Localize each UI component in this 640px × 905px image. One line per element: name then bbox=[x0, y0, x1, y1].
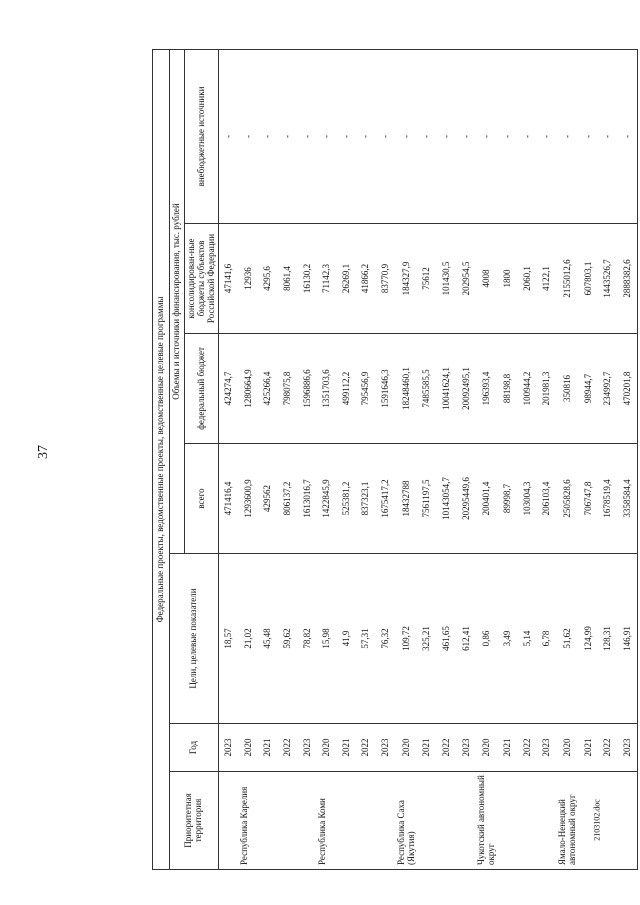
cell-regional: 12936 bbox=[239, 224, 259, 334]
cell-extrabudget: - bbox=[457, 49, 477, 223]
header-funding-group: Объемы и источники финансирования, тыс. рублей bbox=[169, 49, 184, 553]
table-row bbox=[579, 49, 599, 869]
cell-extrabudget: - bbox=[298, 49, 318, 223]
cell-total: 2505828,6 bbox=[557, 444, 579, 554]
table-row bbox=[396, 49, 418, 869]
cell-indicator: 124,99 bbox=[579, 554, 599, 724]
header-indicator: Цели, целевые показатели bbox=[169, 554, 219, 724]
cell-year: 2022 bbox=[278, 724, 298, 772]
cell-regional: 71142,3 bbox=[317, 224, 337, 334]
cell-regional: 4008 bbox=[476, 224, 498, 334]
table-row bbox=[418, 49, 438, 869]
cell-territory bbox=[376, 772, 396, 870]
cell-indicator: 0,86 bbox=[476, 554, 498, 724]
cell-territory: Ямало-Ненецкий автономный округ bbox=[557, 772, 579, 870]
cell-indicator: 109,72 bbox=[396, 554, 418, 724]
cell-extrabudget: - bbox=[357, 49, 377, 223]
cell-year: 2023 bbox=[618, 724, 638, 772]
header-regional: консолидирован-ные бюджеты субъектов Российской Федерации bbox=[184, 224, 219, 334]
cell-federal: 234992,7 bbox=[598, 334, 618, 444]
cell-extrabudget: - bbox=[396, 49, 418, 223]
table-row bbox=[278, 49, 298, 869]
cell-indicator: 325,21 bbox=[418, 554, 438, 724]
cell-year: 2022 bbox=[518, 724, 538, 772]
table-row bbox=[298, 49, 318, 869]
cell-federal: 1591646,3 bbox=[376, 334, 396, 444]
cell-extrabudget: - bbox=[537, 49, 557, 223]
cell-territory bbox=[437, 772, 457, 870]
cell-extrabudget: - bbox=[557, 49, 579, 223]
cell-indicator: 78,82 bbox=[298, 554, 318, 724]
cell-regional: 75612 bbox=[418, 224, 438, 334]
cell-regional: 202954,5 bbox=[457, 224, 477, 334]
cell-regional: 2060,1 bbox=[518, 224, 538, 334]
cell-extrabudget: - bbox=[376, 49, 396, 223]
header-federal: федеральный бюджет bbox=[184, 334, 219, 444]
cell-federal: 20092495,1 bbox=[457, 334, 477, 444]
cell-year: 2020 bbox=[557, 724, 579, 772]
cell-indicator: 57,31 bbox=[357, 554, 377, 724]
header-territory: Приоритетная территория bbox=[169, 772, 219, 870]
cell-total: 1675417,2 bbox=[376, 444, 396, 554]
cell-regional: 4295,6 bbox=[259, 224, 279, 334]
table-row bbox=[239, 49, 259, 869]
cell-year: 2023 bbox=[298, 724, 318, 772]
cell-total: 706747,8 bbox=[579, 444, 599, 554]
cell-territory bbox=[518, 772, 538, 870]
cell-federal: 100944,2 bbox=[518, 334, 538, 444]
table-row bbox=[557, 49, 579, 869]
cell-indicator: 21,02 bbox=[239, 554, 259, 724]
cell-year: 2022 bbox=[357, 724, 377, 772]
cell-federal: 10041624,1 bbox=[437, 334, 457, 444]
cell-total: 7561197,5 bbox=[418, 444, 438, 554]
cell-federal: 201981,3 bbox=[537, 334, 557, 444]
cell-territory bbox=[498, 772, 518, 870]
cell-extrabudget: - bbox=[239, 49, 259, 223]
cell-federal: 1596886,6 bbox=[298, 334, 318, 444]
header-extrabudget: внебюджетные источники bbox=[184, 49, 219, 223]
cell-indicator: 3,49 bbox=[498, 554, 518, 724]
cell-regional: 8061,4 bbox=[278, 224, 298, 334]
cell-extrabudget: - bbox=[278, 49, 298, 223]
cell-federal: 18248460,1 bbox=[396, 334, 418, 444]
cell-indicator: 461,65 bbox=[437, 554, 457, 724]
cell-indicator: 5,14 bbox=[518, 554, 538, 724]
cell-territory: Республика Саха (Якутия) bbox=[396, 772, 418, 870]
cell-extrabudget: - bbox=[317, 49, 337, 223]
cell-total: 200401,4 bbox=[476, 444, 498, 554]
cell-regional: 607803,1 bbox=[579, 224, 599, 334]
cell-year: 2020 bbox=[317, 724, 337, 772]
cell-total: 471416,4 bbox=[219, 444, 239, 554]
cell-territory bbox=[219, 772, 239, 870]
cell-year: 2020 bbox=[396, 724, 418, 772]
cell-total: 525381,2 bbox=[337, 444, 357, 554]
funding-table bbox=[152, 49, 638, 870]
cell-year: 2021 bbox=[337, 724, 357, 772]
cell-indicator: 41,9 bbox=[337, 554, 357, 724]
cell-federal: 424274,7 bbox=[219, 334, 239, 444]
cell-year: 2020 bbox=[239, 724, 259, 772]
cell-territory bbox=[337, 772, 357, 870]
page-number: 37 bbox=[36, 445, 51, 459]
file-name-footer: 2103102.doc bbox=[592, 799, 602, 841]
cell-extrabudget: - bbox=[598, 49, 618, 223]
cell-extrabudget: - bbox=[579, 49, 599, 223]
cell-extrabudget: - bbox=[476, 49, 498, 223]
cell-extrabudget: - bbox=[437, 49, 457, 223]
cell-indicator: 45,48 bbox=[259, 554, 279, 724]
table-row bbox=[498, 49, 518, 869]
cell-regional: 16130,2 bbox=[298, 224, 318, 334]
cell-extrabudget: - bbox=[219, 49, 239, 223]
cell-indicator: 18,57 bbox=[219, 554, 239, 724]
cell-indicator: 15,98 bbox=[317, 554, 337, 724]
cell-federal: 98944,7 bbox=[579, 334, 599, 444]
cell-territory: Чукотский автономный округ bbox=[476, 772, 498, 870]
table-row bbox=[476, 49, 498, 869]
cell-federal: 795456,9 bbox=[357, 334, 377, 444]
cell-year: 2023 bbox=[219, 724, 239, 772]
cell-indicator: 6,78 bbox=[537, 554, 557, 724]
cell-federal: 1280664,9 bbox=[239, 334, 259, 444]
cell-regional: 2155012,6 bbox=[557, 224, 579, 334]
table-row bbox=[457, 49, 477, 869]
table-row bbox=[537, 49, 557, 869]
table-row bbox=[337, 49, 357, 869]
table-row bbox=[518, 49, 538, 869]
cell-territory bbox=[298, 772, 318, 870]
cell-federal: 1351703,6 bbox=[317, 334, 337, 444]
cell-total: 3358584,4 bbox=[618, 444, 638, 554]
cell-indicator: 146,91 bbox=[618, 554, 638, 724]
table-row bbox=[618, 49, 638, 869]
cell-territory bbox=[598, 772, 618, 870]
cell-total: 206103,4 bbox=[537, 444, 557, 554]
cell-total: 18432788 bbox=[396, 444, 418, 554]
table-row bbox=[219, 49, 239, 869]
table-caption: Федеральные проекты, ведомственные проекты, ведомственные целевые программы bbox=[153, 49, 170, 869]
cell-territory bbox=[357, 772, 377, 870]
cell-federal: 470201,8 bbox=[618, 334, 638, 444]
cell-territory bbox=[259, 772, 279, 870]
cell-regional: 1443526,7 bbox=[598, 224, 618, 334]
cell-regional: 26269,1 bbox=[337, 224, 357, 334]
cell-regional: 2888382,6 bbox=[618, 224, 638, 334]
cell-regional: 83770,9 bbox=[376, 224, 396, 334]
cell-year: 2020 bbox=[476, 724, 498, 772]
header-total: всего bbox=[184, 444, 219, 554]
cell-total: 89998,7 bbox=[498, 444, 518, 554]
cell-year: 2022 bbox=[598, 724, 618, 772]
table-row bbox=[357, 49, 377, 869]
cell-total: 429562 bbox=[259, 444, 279, 554]
cell-territory bbox=[579, 772, 599, 870]
cell-total: 10143054,7 bbox=[437, 444, 457, 554]
cell-total: 1422845,9 bbox=[317, 444, 337, 554]
table-row bbox=[259, 49, 279, 869]
table-row bbox=[437, 49, 457, 869]
cell-year: 2022 bbox=[437, 724, 457, 772]
cell-year: 2021 bbox=[259, 724, 279, 772]
cell-regional: 1800 bbox=[498, 224, 518, 334]
cell-extrabudget: - bbox=[498, 49, 518, 223]
cell-regional: 47141,6 bbox=[219, 224, 239, 334]
cell-territory bbox=[537, 772, 557, 870]
cell-year: 2023 bbox=[376, 724, 396, 772]
cell-year: 2021 bbox=[579, 724, 599, 772]
cell-indicator: 76,32 bbox=[376, 554, 396, 724]
cell-federal: 798075,8 bbox=[278, 334, 298, 444]
cell-extrabudget: - bbox=[337, 49, 357, 223]
cell-extrabudget: - bbox=[259, 49, 279, 223]
cell-territory bbox=[457, 772, 477, 870]
cell-total: 837323,1 bbox=[357, 444, 377, 554]
cell-total: 103004,3 bbox=[518, 444, 538, 554]
cell-federal: 196393,4 bbox=[476, 334, 498, 444]
cell-indicator: 59,62 bbox=[278, 554, 298, 724]
cell-regional: 184327,9 bbox=[396, 224, 418, 334]
cell-regional: 41866,2 bbox=[357, 224, 377, 334]
cell-indicator: 51,62 bbox=[557, 554, 579, 724]
cell-total: 20295449,6 bbox=[457, 444, 477, 554]
cell-federal: 350816 bbox=[557, 334, 579, 444]
cell-total: 806137,2 bbox=[278, 444, 298, 554]
cell-territory bbox=[278, 772, 298, 870]
cell-regional: 101430,5 bbox=[437, 224, 457, 334]
cell-year: 2023 bbox=[457, 724, 477, 772]
cell-territory bbox=[618, 772, 638, 870]
cell-extrabudget: - bbox=[618, 49, 638, 223]
cell-extrabudget: - bbox=[418, 49, 438, 223]
cell-regional: 4122,1 bbox=[537, 224, 557, 334]
cell-year: 2021 bbox=[498, 724, 518, 772]
header-year: Год bbox=[169, 724, 219, 772]
table-row bbox=[317, 49, 337, 869]
cell-territory bbox=[418, 772, 438, 870]
cell-total: 1293600,9 bbox=[239, 444, 259, 554]
cell-federal: 425266,4 bbox=[259, 334, 279, 444]
cell-total: 1613016,7 bbox=[298, 444, 318, 554]
table-body bbox=[219, 49, 638, 869]
table-row bbox=[376, 49, 396, 869]
cell-federal: 499112,2 bbox=[337, 334, 357, 444]
cell-year: 2023 bbox=[537, 724, 557, 772]
cell-indicator: 128,31 bbox=[598, 554, 618, 724]
cell-extrabudget: - bbox=[518, 49, 538, 223]
cell-indicator: 612,41 bbox=[457, 554, 477, 724]
cell-year: 2021 bbox=[418, 724, 438, 772]
table-row bbox=[598, 49, 618, 869]
cell-territory: Республика Карелия bbox=[239, 772, 259, 870]
cell-total: 1678519,4 bbox=[598, 444, 618, 554]
cell-federal: 88198,8 bbox=[498, 334, 518, 444]
cell-federal: 7485585,5 bbox=[418, 334, 438, 444]
cell-territory: Республика Коми bbox=[317, 772, 337, 870]
